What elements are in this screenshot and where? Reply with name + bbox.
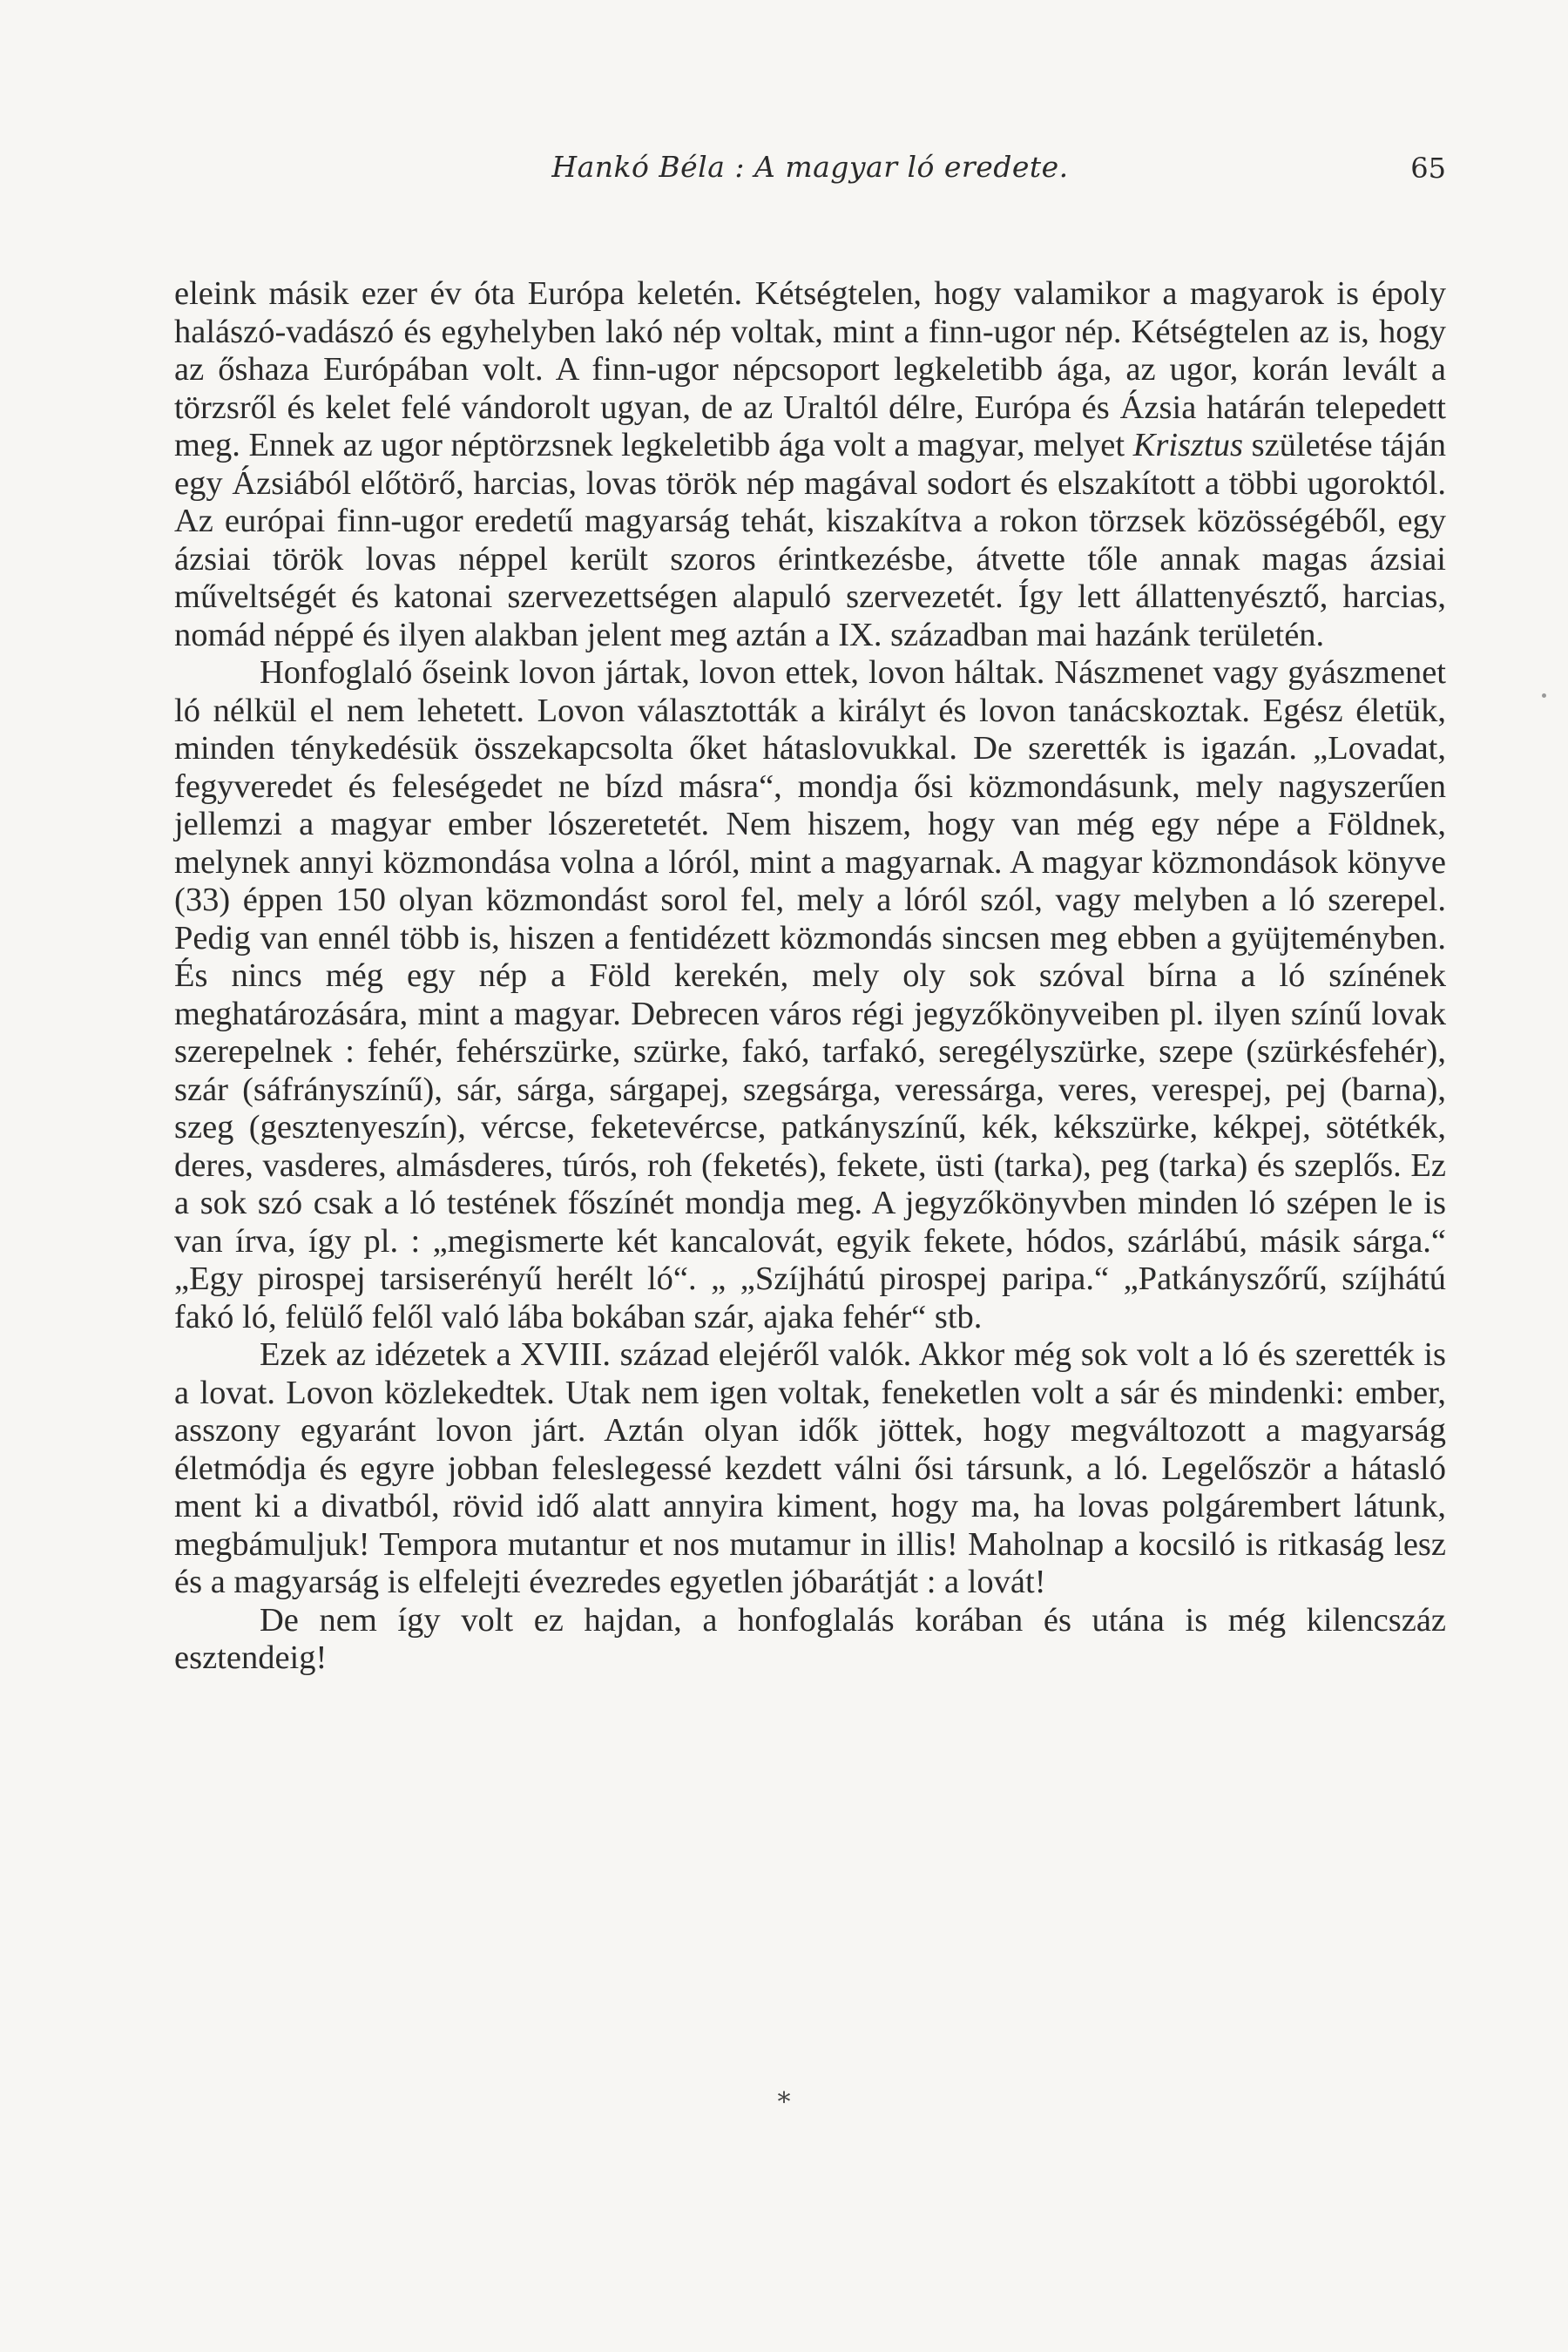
paragraph-1-start: eleink másik ezer év óta Európa keletén. Kétségtelen, hogy valamikor a magyarok is époly halászó-vadászó és egyhelyben lakó nép voltak, mint a finn-ugor nép. Kétségtelen az is, hogy az őshaza Európában volt. A finn-ugor népcsoport legkeletibb ága, az ugor, korán levált a törzsről és kelet felé vándorolt ugyan, de az Uraltól délre, Európa és Ázsia határán telepedett meg. Ennek az ugor néptörzsnek legkeletibb ága volt a magyar, melyet xyxy=(174,275,1446,463)
body-text xyxy=(174,275,1446,1678)
paragraph-3: Ezek az idézetek a XVIII. század elejéről valók. Akkor még sok volt a ló és szerették is a lovat. Lovon közlekedtek. Utak nem igen voltak, feneketlen volt a sár és mindenki: ember, asszony egyaránt lovon járt. Aztán olyan idők jöttek, hogy megváltozott a magyarság életmódja és egyre jobban feleslegessé kezdett válni ősi társunk, a ló. Legelőször a hátasló ment ki a divatból, rövid idő alatt annyira kiment, hogy ma, ha lovas polgárembert látunk, megbámuljuk! Tempora mutantur et nos mutamur in illis! Maholnap a kocsiló is ritkaság lesz és a magyarság is elfelejti évezredes egyetlen jóbarátját : a lovát! xyxy=(174,1336,1446,1600)
section-separator: * xyxy=(777,2087,791,2118)
page-number: 65 xyxy=(1410,152,1446,185)
running-head xyxy=(174,150,1446,193)
paragraph-1 xyxy=(174,275,1446,654)
paragraph-1-italic-name: Krisztus xyxy=(1132,427,1243,463)
paper-speck xyxy=(1542,693,1546,698)
running-title: Hankó Béla : A magyar ló eredete. xyxy=(551,150,1069,184)
paragraph-2: Honfoglaló őseink lovon jártak, lovon ettek, lovon háltak. Nászmenet vagy gyászmenet ló nélkül el nem lehetett. Lovon választották a királyt és lovon tanácskoztak. Egész életük, minden ténykedésük összekapcsolta őket hátaslovukkal. De szerették is igazán. „Lovadat, fegyveredet és feleségedet ne bízd másra“, mondja ősi közmondásunk, mely nagyszerűen jellemzi a magyar ember lószeretetét. Nem hiszem, hogy van még egy népe a Földnek, melynek annyi közmondása volna a lóról, mint a magyarnak. A magyar közmondások könyve (33) éppen 150 olyan közmondást sorol fel, mely a lóról szól, vagy melyben a ló szerepel. Pedig van ennél több is, hiszen a fentidézett közmondás sincsen meg ebben a gyüjteményben. És nincs még egy nép a Föld kerekén, mely oly sok szóval bírna a ló színének meghatározására, mint a magyar. Debrecen város régi jegyzőkönyveiben pl. ilyen színű lovak szerepelnek : fehér, fehérszürke, szürke, fakó, tarfakó, seregélyszürke, szepe (szürkésfehér), szár (sáfrányszínű), sár, sárga, sárgapej, szegsárga, veressárga, veres, verespej, pej (barna), szeg (gesztenyeszín), vércse, feketevércse, patkányszínű, kék, kékszürke, kékpej, sötétkék, deres, vasderes, almásderes, túrós, roh (feketés), fekete, üsti (tarka), peg (tarka) és szeplős. Ez a sok szó csak a ló testének főszínét mondja meg. A jegyzőkönyvben minden ló szépen le is van írva, így pl. : „megismerte két kancalovát, egyik fekete, hódos, szárlábú, másik sárga.“ „Egy pirospej tarsiserényű herélt ló“. „ „Szíjhátú pirospej paripa.“ „Patkányszőrű, szíjhátú fakó ló, felülő felől való lába bokában szár, ajaka fehér“ stb. xyxy=(174,654,1446,1335)
paragraph-1-end: születése táján egy Ázsiából előtörő, harcias, lovas török nép magával sodort és elszakított a többi ugoroktól. Az európai finn-ugor eredetű magyarság tehát, kiszakítva a rokon törzsek közösségéből, egy ázsiai török lovas néppel került szoros érintkezésbe, átvette tőle annak magas ázsiai műveltségét és katonai szervezettségen alapuló szervezetét. Így lett állattenyésztő, harcias, nomád néppé és ilyen alakban jelent meg aztán a IX. században mai hazánk területén. xyxy=(174,427,1447,653)
paragraph-4: De nem így volt ez hajdan, a honfoglalás korában és utána is még kilencszáz esztendeig! xyxy=(174,1601,1446,1676)
